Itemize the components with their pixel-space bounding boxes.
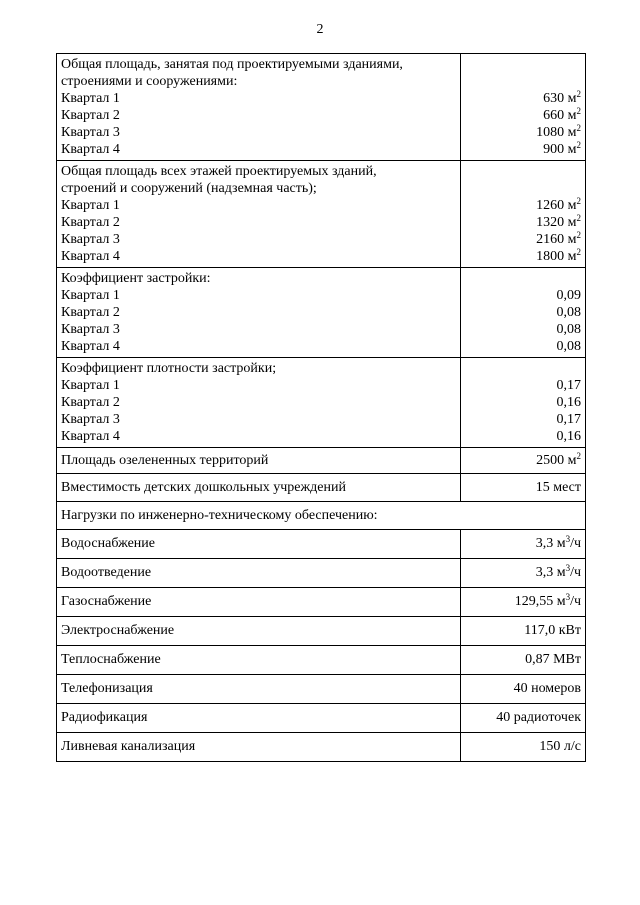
group-label-cell <box>57 54 461 161</box>
quarter-value-line <box>461 214 581 231</box>
unit-suffix: /ч <box>570 536 581 551</box>
quarter-value <box>543 142 581 157</box>
group-label-cell <box>57 268 461 358</box>
utility-value-number: 40 номеров <box>513 681 581 696</box>
quarter-value-line <box>461 107 581 124</box>
group-heading: Коэффициент застройки: <box>61 271 211 286</box>
utility-value-cell <box>461 646 586 675</box>
green-area-label: Площадь озелененных территорий <box>57 448 461 474</box>
quarter-value-number: 2160 м <box>536 232 577 247</box>
utility-row <box>57 588 586 617</box>
blank-line <box>461 268 581 287</box>
quarter-value-line <box>461 394 581 411</box>
blank-line <box>461 358 581 377</box>
page-number: 2 <box>316 22 324 37</box>
quarter-value-number: 660 м <box>543 108 577 123</box>
unit-exponent: 2 <box>576 213 581 223</box>
quarter-value-line <box>461 377 581 394</box>
utility-value-number: 117,0 кВт <box>524 623 581 638</box>
group-heading: Общая площадь всех этажей проектируемых зданий, <box>61 164 377 179</box>
quarter-label: Квартал 1 <box>61 91 120 106</box>
utility-value-cell <box>461 675 586 704</box>
blank-line <box>461 54 581 73</box>
green-area-value <box>461 448 586 474</box>
quarter-value <box>557 322 582 337</box>
quarter-value-line <box>461 321 581 338</box>
quarter-label: Квартал 4 <box>61 429 120 444</box>
quarter-value-number: 0,08 <box>556 339 581 354</box>
kindergarten-number: 15 мест <box>535 479 581 495</box>
utility-value-cell <box>461 617 586 646</box>
group-value-cell <box>461 54 586 161</box>
unit-exponent: 3 <box>565 563 571 573</box>
quarter-label: Квартал 2 <box>61 215 120 230</box>
utility-value-number: 3,3 м <box>535 565 566 580</box>
utility-row <box>57 530 586 559</box>
unit-exponent: 3 <box>565 592 571 602</box>
quarter-value <box>536 232 581 247</box>
green-area-row <box>57 448 586 474</box>
group-heading: Коэффициент плотности застройки; <box>61 361 277 376</box>
quarter-value-line <box>461 428 581 447</box>
loads-heading: Нагрузки по инженерно-техническому обеспечению: <box>57 502 586 530</box>
utility-value <box>515 594 581 609</box>
group-value-cell <box>461 268 586 358</box>
utility-label: Радиофикация <box>57 704 461 733</box>
utility-value <box>536 565 581 580</box>
quarter-value-number: 0,08 <box>556 322 581 337</box>
group-heading: строений и сооружений (надземная часть); <box>61 181 317 196</box>
quarter-label: Квартал 3 <box>61 232 120 247</box>
utility-row <box>57 559 586 588</box>
utility-row <box>57 733 586 762</box>
kindergarten-value <box>461 474 586 502</box>
quarter-label: Квартал 3 <box>61 322 120 337</box>
quarter-label: Квартал 1 <box>61 378 120 393</box>
quarter-value-number: 0,09 <box>556 288 581 303</box>
quarter-value-line <box>461 411 581 428</box>
unit-exponent: 2 <box>576 196 581 206</box>
kindergarten-label: Вместимость детских дошкольных учреждений <box>57 474 461 502</box>
unit-exponent: 2 <box>576 106 581 116</box>
kindergarten-row <box>57 474 586 502</box>
quarter-label: Квартал 3 <box>61 125 120 140</box>
group-value-cell <box>461 161 586 268</box>
quarter-label: Квартал 3 <box>61 412 120 427</box>
utility-value-number: 129,55 м <box>514 594 566 609</box>
group-label-cell <box>57 358 461 448</box>
utility-label: Теплоснабжение <box>57 646 461 675</box>
quarter-value-number: 0,08 <box>556 305 581 320</box>
quarter-value <box>536 215 581 230</box>
unit-exponent: 2 <box>576 123 581 133</box>
quarter-value <box>557 339 582 354</box>
utility-value-cell <box>461 704 586 733</box>
utility-value <box>496 710 581 725</box>
group-row <box>57 358 586 448</box>
group-label-cell <box>57 161 461 268</box>
quarter-value <box>536 249 581 264</box>
quarter-value-number: 1800 м <box>536 249 577 264</box>
quarter-value-number: 1260 м <box>536 198 577 213</box>
utility-value <box>514 681 581 696</box>
quarter-value <box>557 305 582 320</box>
utility-label: Электроснабжение <box>57 617 461 646</box>
kindergarten <box>536 480 581 495</box>
quarter-value <box>536 198 581 213</box>
quarter-value-number: 0,17 <box>556 412 581 427</box>
quarter-value-number: 0,17 <box>556 378 581 393</box>
group-heading: Общая площадь, занятая под проектируемыми зданиями, <box>61 57 403 72</box>
quarter-value <box>557 378 582 393</box>
quarter-value-line <box>461 90 581 107</box>
utility-value-cell <box>461 588 586 617</box>
utility-value-cell <box>461 733 586 762</box>
utility-value-number: 40 радиоточек <box>496 710 581 725</box>
quarter-label: Квартал 2 <box>61 305 120 320</box>
quarter-value <box>543 108 581 123</box>
blank-line <box>461 73 581 90</box>
quarter-value-line <box>461 248 581 267</box>
green-area-number: 2500 м <box>536 452 577 468</box>
quarter-value <box>557 412 582 427</box>
utility-row <box>57 646 586 675</box>
quarter-value <box>557 395 582 410</box>
quarter-label: Квартал 4 <box>61 339 120 354</box>
unit-exponent: 2 <box>576 89 581 99</box>
quarter-value-number: 630 м <box>543 91 577 106</box>
unit-suffix: /ч <box>570 594 581 609</box>
quarter-label: Квартал 2 <box>61 108 120 123</box>
quarter-label: Квартал 2 <box>61 395 120 410</box>
quarter-value-number: 0,16 <box>556 429 581 444</box>
quarter-value-line <box>461 287 581 304</box>
green-area <box>536 450 581 468</box>
unit-exponent: 2 <box>576 140 581 150</box>
loads-heading-row <box>57 502 586 530</box>
utility-label: Телефонизация <box>57 675 461 704</box>
unit-exponent: 2 <box>576 450 581 461</box>
utility-row <box>57 704 586 733</box>
utility-value <box>539 739 581 754</box>
utility-value-number: 0,87 МВт <box>525 652 581 667</box>
utility-label: Водоотведение <box>57 559 461 588</box>
utility-row <box>57 675 586 704</box>
quarter-value-line <box>461 124 581 141</box>
quarter-value-line <box>461 338 581 357</box>
quarter-value-line <box>461 197 581 214</box>
quarter-label: Квартал 1 <box>61 198 120 213</box>
quarter-value-line <box>461 304 581 321</box>
unit-exponent: 3 <box>565 534 571 544</box>
quarter-value-number: 0,16 <box>556 395 581 410</box>
quarter-value-line <box>461 231 581 248</box>
specs-table <box>56 53 586 762</box>
utility-label: Газоснабжение <box>57 588 461 617</box>
utility-value <box>536 536 581 551</box>
utility-value-cell <box>461 530 586 559</box>
quarter-value <box>536 125 581 140</box>
group-row <box>57 54 586 161</box>
group-value-cell <box>461 358 586 448</box>
quarter-value-number: 1320 м <box>536 215 577 230</box>
quarter-label: Квартал 4 <box>61 142 120 157</box>
utility-value-number: 150 л/с <box>539 739 581 754</box>
utility-value-number: 3,3 м <box>535 536 566 551</box>
unit-suffix: /ч <box>570 565 581 580</box>
utility-value-cell <box>461 559 586 588</box>
group-heading: строениями и сооружениями: <box>61 74 238 89</box>
utility-value <box>525 652 581 667</box>
group-row <box>57 268 586 358</box>
utility-label: Водоснабжение <box>57 530 461 559</box>
quarter-value-number: 1080 м <box>536 125 577 140</box>
quarter-value-number: 900 м <box>543 142 577 157</box>
blank-line <box>461 161 581 180</box>
utility-row <box>57 617 586 646</box>
quarter-label: Квартал 1 <box>61 288 120 303</box>
quarter-value <box>543 91 581 106</box>
utility-value <box>524 623 581 638</box>
utility-label: Ливневая канализация <box>57 733 461 762</box>
unit-exponent: 2 <box>576 247 581 257</box>
quarter-value <box>557 429 582 444</box>
blank-line <box>461 180 581 197</box>
quarter-value-line <box>461 141 581 160</box>
unit-exponent: 2 <box>576 230 581 240</box>
quarter-label: Квартал 4 <box>61 249 120 264</box>
group-row <box>57 161 586 268</box>
quarter-value <box>557 288 582 303</box>
